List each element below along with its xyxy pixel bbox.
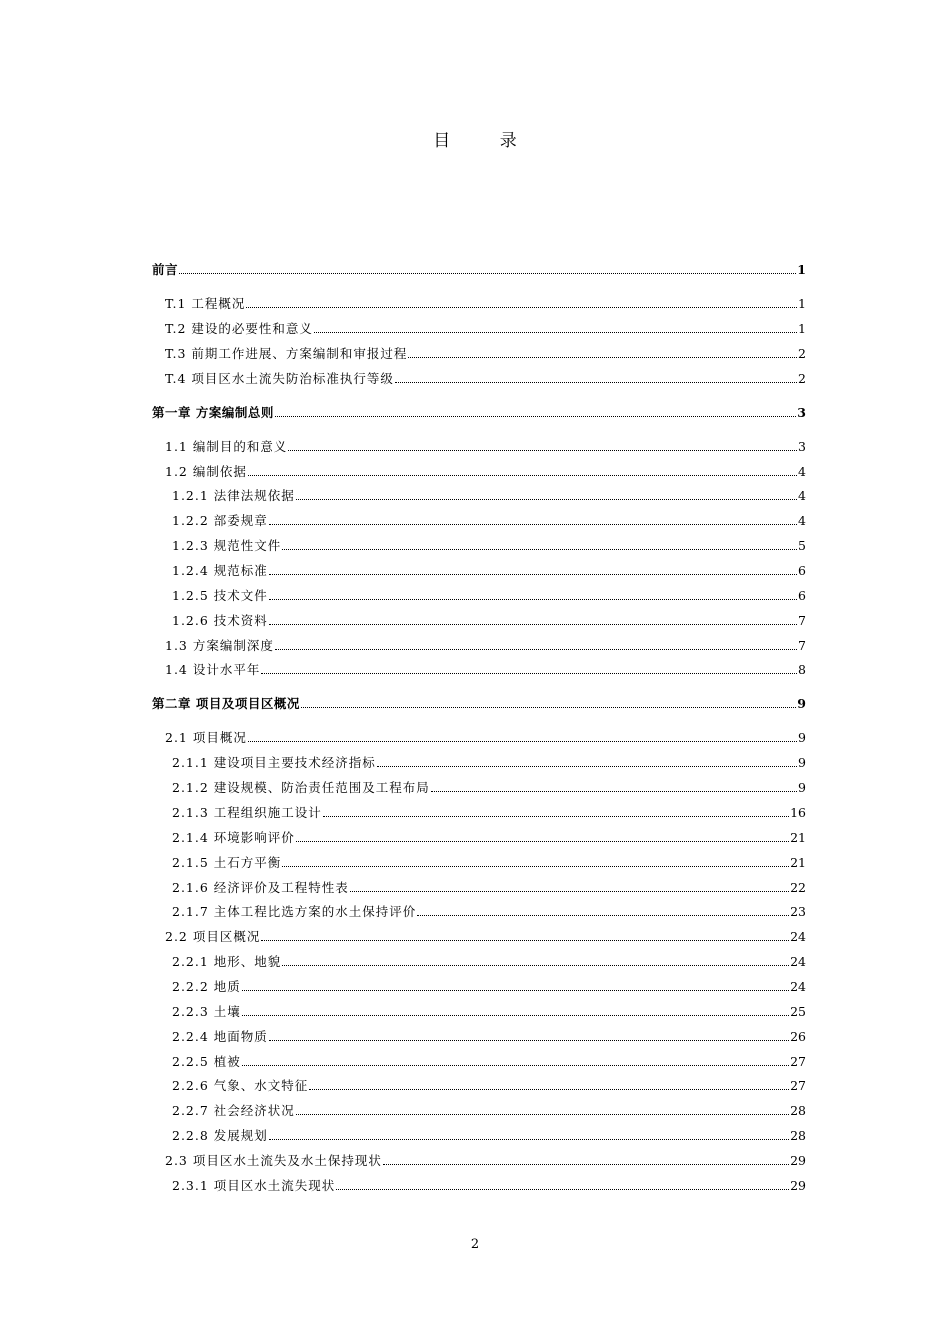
- toc-entry-title: 2.2.5 植被: [172, 1054, 241, 1069]
- toc-entry-page: 7: [798, 638, 806, 653]
- toc-dot-leader: [383, 1164, 789, 1165]
- toc-entry[interactable]: [172, 488, 806, 504]
- toc-dot-leader: [431, 791, 797, 792]
- toc-entry[interactable]: [172, 613, 806, 629]
- page-title: 目 录: [433, 131, 539, 151]
- toc-entry-page: 9: [798, 730, 806, 745]
- toc-entry-title: 1.4 设计水平年: [165, 662, 261, 677]
- toc-entry-page: 28: [790, 1103, 806, 1118]
- toc-entry[interactable]: [172, 755, 806, 771]
- toc-entry[interactable]: [172, 538, 806, 554]
- toc-entry[interactable]: [172, 1178, 806, 1194]
- toc-dot-leader: [261, 940, 789, 941]
- toc-entry[interactable]: [165, 662, 806, 678]
- toc-dot-leader: [242, 990, 789, 991]
- toc-entry[interactable]: [172, 513, 806, 529]
- toc-entry[interactable]: [172, 1078, 806, 1094]
- toc-dot-leader: [269, 599, 797, 600]
- toc-entry-page: 27: [790, 1078, 806, 1093]
- toc-entry-title: T.3 前期工作进展、方案编制和审报过程: [165, 346, 408, 361]
- toc-entry-page: 29: [790, 1153, 806, 1168]
- toc-entry-title: 第二章 项目及项目区概况: [152, 696, 300, 711]
- toc-dot-leader: [269, 574, 797, 575]
- toc-entry[interactable]: [165, 346, 806, 362]
- toc-entry-page: 25: [790, 1004, 806, 1019]
- toc-entry[interactable]: [165, 464, 806, 480]
- toc-entry-page: 21: [790, 830, 806, 845]
- toc-entry[interactable]: [165, 638, 806, 654]
- toc-entry-page: 21: [790, 855, 806, 870]
- toc-entry[interactable]: [165, 730, 806, 746]
- toc-entry[interactable]: [172, 780, 806, 796]
- toc-entry-title: 2.1.3 工程组织施工设计: [172, 805, 322, 820]
- toc-entry-title: 2.2.2 地质: [172, 979, 241, 994]
- toc-dot-leader: [395, 382, 797, 383]
- toc-entry[interactable]: [172, 880, 806, 896]
- toc-entry-title: 1.2.6 技术资料: [172, 613, 268, 628]
- toc-entry[interactable]: [172, 588, 806, 604]
- toc-entry[interactable]: [172, 855, 806, 871]
- toc-entry-page: 6: [798, 563, 806, 578]
- toc-dot-leader: [242, 1065, 789, 1066]
- toc-dot-leader: [314, 332, 797, 333]
- toc-entry-title: T.2 建设的必要性和意义: [165, 321, 313, 336]
- toc-entry-page: 1: [798, 321, 806, 336]
- toc-entry-page: 6: [798, 588, 806, 603]
- toc-dot-leader: [377, 766, 797, 767]
- toc-dot-leader: [296, 1114, 789, 1115]
- toc-dot-leader: [269, 1139, 789, 1140]
- toc-entry[interactable]: [172, 1029, 806, 1045]
- toc-entry-title: 2.2 项目区概况: [165, 929, 261, 944]
- toc-entry-page: 7: [798, 613, 806, 628]
- toc-chapter-entry[interactable]: [152, 696, 806, 712]
- toc-entry[interactable]: [172, 1054, 806, 1070]
- toc-dot-leader: [248, 741, 797, 742]
- toc-dot-leader: [296, 499, 797, 500]
- toc-entry-page: 9: [798, 755, 806, 770]
- toc-entry-title: 2.1.5 土石方平衡: [172, 855, 282, 870]
- toc-entry-page: 4: [798, 488, 806, 503]
- toc-entry-page: 9: [798, 780, 806, 795]
- toc-dot-leader: [309, 1089, 789, 1090]
- toc-entry[interactable]: [172, 1128, 806, 1144]
- toc-chapter-entry[interactable]: [152, 262, 806, 278]
- toc-entry-page: 16: [790, 805, 806, 820]
- toc-entry-title: T.1 工程概况: [165, 296, 246, 311]
- page-number: 2: [470, 1237, 480, 1252]
- toc-entry[interactable]: [172, 1103, 806, 1119]
- toc-dot-leader: [282, 549, 797, 550]
- toc-entry[interactable]: [172, 830, 806, 846]
- toc-dot-leader: [408, 357, 797, 358]
- toc-dot-leader: [417, 915, 789, 916]
- toc-dot-leader: [269, 624, 797, 625]
- toc-entry-title: 前言: [152, 262, 179, 277]
- toc-entry[interactable]: [165, 321, 806, 337]
- toc-entry-title: 2.2.4 地面物质: [172, 1029, 268, 1044]
- toc-entry-page: 3: [797, 405, 806, 420]
- toc-entry[interactable]: [165, 371, 806, 387]
- toc-dot-leader: [242, 1015, 789, 1016]
- toc-entry-page: 24: [790, 979, 806, 994]
- toc-entry-title: 2.3.1 项目区水土流失现状: [172, 1178, 336, 1193]
- toc-entry-page: 2: [798, 346, 806, 361]
- toc-entry-title: 2.2.1 地形、地貌: [172, 954, 282, 969]
- toc-entry-title: 1.2.1 法律法规依据: [172, 488, 295, 503]
- toc-entry-page: 23: [790, 904, 806, 919]
- toc-dot-leader: [261, 673, 797, 674]
- toc-entry[interactable]: [172, 1004, 806, 1020]
- toc-entry-page: 8: [798, 662, 806, 677]
- toc-entry-title: 2.1.1 建设项目主要技术经济指标: [172, 755, 376, 770]
- toc-entry-title: 第一章 方案编制总则: [152, 405, 274, 420]
- toc-dot-leader: [269, 524, 797, 525]
- toc-entry-title: 1.2.2 部委规章: [172, 513, 268, 528]
- toc-entry[interactable]: [172, 904, 806, 920]
- toc-entry-page: 4: [798, 464, 806, 479]
- toc-entry-title: 1.3 方案编制深度: [165, 638, 274, 653]
- toc-entry[interactable]: [172, 979, 806, 995]
- toc-entry-page: 4: [798, 513, 806, 528]
- toc-dot-leader: [336, 1189, 789, 1190]
- toc-entry-title: 2.1.6 经济评价及工程特性表: [172, 880, 349, 895]
- toc-entry-title: 2.1.4 环境影响评价: [172, 830, 295, 845]
- toc-entry-title: 2.1.7 主体工程比选方案的水土保持评价: [172, 904, 417, 919]
- toc-entry-title: 2.1 项目概况: [165, 730, 247, 745]
- toc-dot-leader: [248, 475, 797, 476]
- toc-entry-title: 1.1 编制目的和意义: [165, 439, 288, 454]
- toc-entry-page: 24: [790, 954, 806, 969]
- toc-dot-leader: [282, 965, 789, 966]
- toc-entry[interactable]: [165, 1153, 806, 1169]
- toc-entry[interactable]: [172, 563, 806, 579]
- toc-entry[interactable]: [172, 805, 806, 821]
- toc-entry-title: T.4 项目区水土流失防治标准执行等级: [165, 371, 394, 386]
- toc-entry-title: 2.1.2 建设规模、防治责任范围及工程布局: [172, 780, 430, 795]
- toc-dot-leader: [288, 450, 797, 451]
- toc-dot-leader: [282, 866, 789, 867]
- toc-entry-page: 27: [790, 1054, 806, 1069]
- toc-entry[interactable]: [172, 954, 806, 970]
- toc-dot-leader: [246, 307, 797, 308]
- toc-entry-title: 1.2.5 技术文件: [172, 588, 268, 603]
- toc-dot-leader: [275, 416, 796, 417]
- toc-entry-title: 2.2.6 气象、水文特征: [172, 1078, 309, 1093]
- toc-dot-leader: [350, 891, 789, 892]
- toc-entry[interactable]: [165, 296, 806, 312]
- toc-entry-title: 2.2.3 土壤: [172, 1004, 241, 1019]
- toc-entry-page: 29: [790, 1178, 806, 1193]
- toc-entry-title: 1.2.4 规范标准: [172, 563, 268, 578]
- toc-dot-leader: [296, 841, 789, 842]
- toc-entry-title: 1.2.3 规范性文件: [172, 538, 282, 553]
- toc-entry-page: 5: [798, 538, 806, 553]
- toc-entry-page: 22: [790, 880, 806, 895]
- toc-entry-page: 1: [798, 296, 806, 311]
- toc-entry-page: 2: [798, 371, 806, 386]
- toc-chapter-entry[interactable]: [152, 405, 806, 421]
- toc-entry[interactable]: [165, 929, 806, 945]
- toc-entry-title: 2.3 项目区水土流失及水土保持现状: [165, 1153, 382, 1168]
- toc-entry-title: 2.2.8 发展规划: [172, 1128, 268, 1143]
- toc-entry-page: 3: [798, 439, 806, 454]
- toc-dot-leader: [179, 273, 796, 274]
- toc-entry-title: 2.2.7 社会经济状况: [172, 1103, 295, 1118]
- toc-dot-leader: [301, 707, 796, 708]
- toc-entry-page: 26: [790, 1029, 806, 1044]
- toc-entry-title: 1.2 编制依据: [165, 464, 247, 479]
- toc-dot-leader: [323, 816, 789, 817]
- toc-dot-leader: [269, 1040, 789, 1041]
- toc-entry[interactable]: [165, 439, 806, 455]
- toc-entry-page: 24: [790, 929, 806, 944]
- toc-entry-page: 9: [797, 696, 806, 711]
- toc-dot-leader: [275, 649, 797, 650]
- toc-entry-page: 1: [797, 262, 806, 277]
- toc-entry-page: 28: [790, 1128, 806, 1143]
